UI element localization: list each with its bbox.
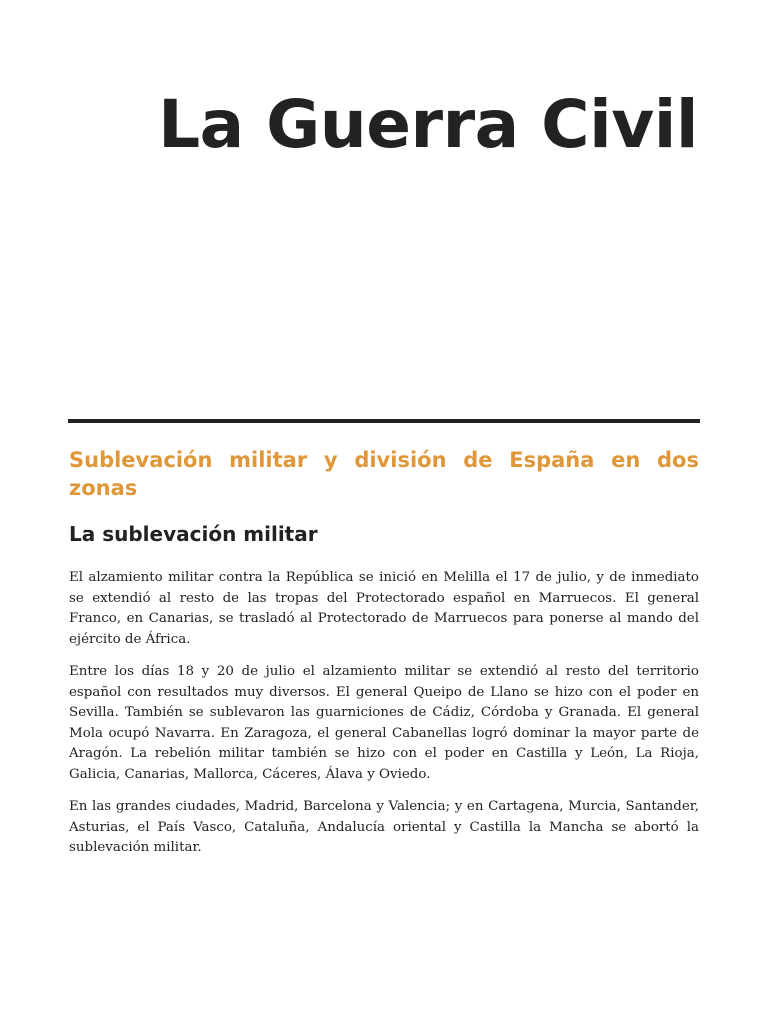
sub-heading: La sublevación militar xyxy=(69,522,318,546)
document-body xyxy=(69,446,699,859)
paragraph-3: En las grandes ciudades, Madrid, Barcelona y Valencia; y en Cartagena, Murcia, Santander, Asturias, el País Vasco, Cataluña, Andalucía oriental y Castilla la Mancha se abortó la sublevación militar. xyxy=(69,799,699,855)
horizontal-divider xyxy=(68,419,700,423)
section-heading: Sublevación militar y división de España en dos zonas xyxy=(69,448,699,500)
paragraph-2: Entre los días 18 y 20 de julio el alzamiento militar se extendió al resto del territorio español con resultados muy diversos. El general Queipo de Llano se hizo con el poder en Sevilla. También se sublevaron las guarniciones de Cádiz, Córdoba y Granada. El general Mola ocupó Navarra. En Zaragoza, el general Cabanellas logró dominar la mayor parte de Aragón. La rebelión militar también se hizo con el poder en Castilla y León, La Rioja, Galicia, Canarias, Mallorca, Cáceres, Álava y Oviedo. xyxy=(69,664,699,782)
page-title: La Guerra Civil xyxy=(158,86,698,163)
paragraph-1: El alzamiento militar contra la República se inició en Melilla el 17 de julio, y de inmediato se extendió al resto de las tropas del Protectorado español en Marruecos. El general Franco, en Canarias, se trasladó al Protectorado de Marruecos para ponerse al mando del ejército de África. xyxy=(69,570,699,647)
